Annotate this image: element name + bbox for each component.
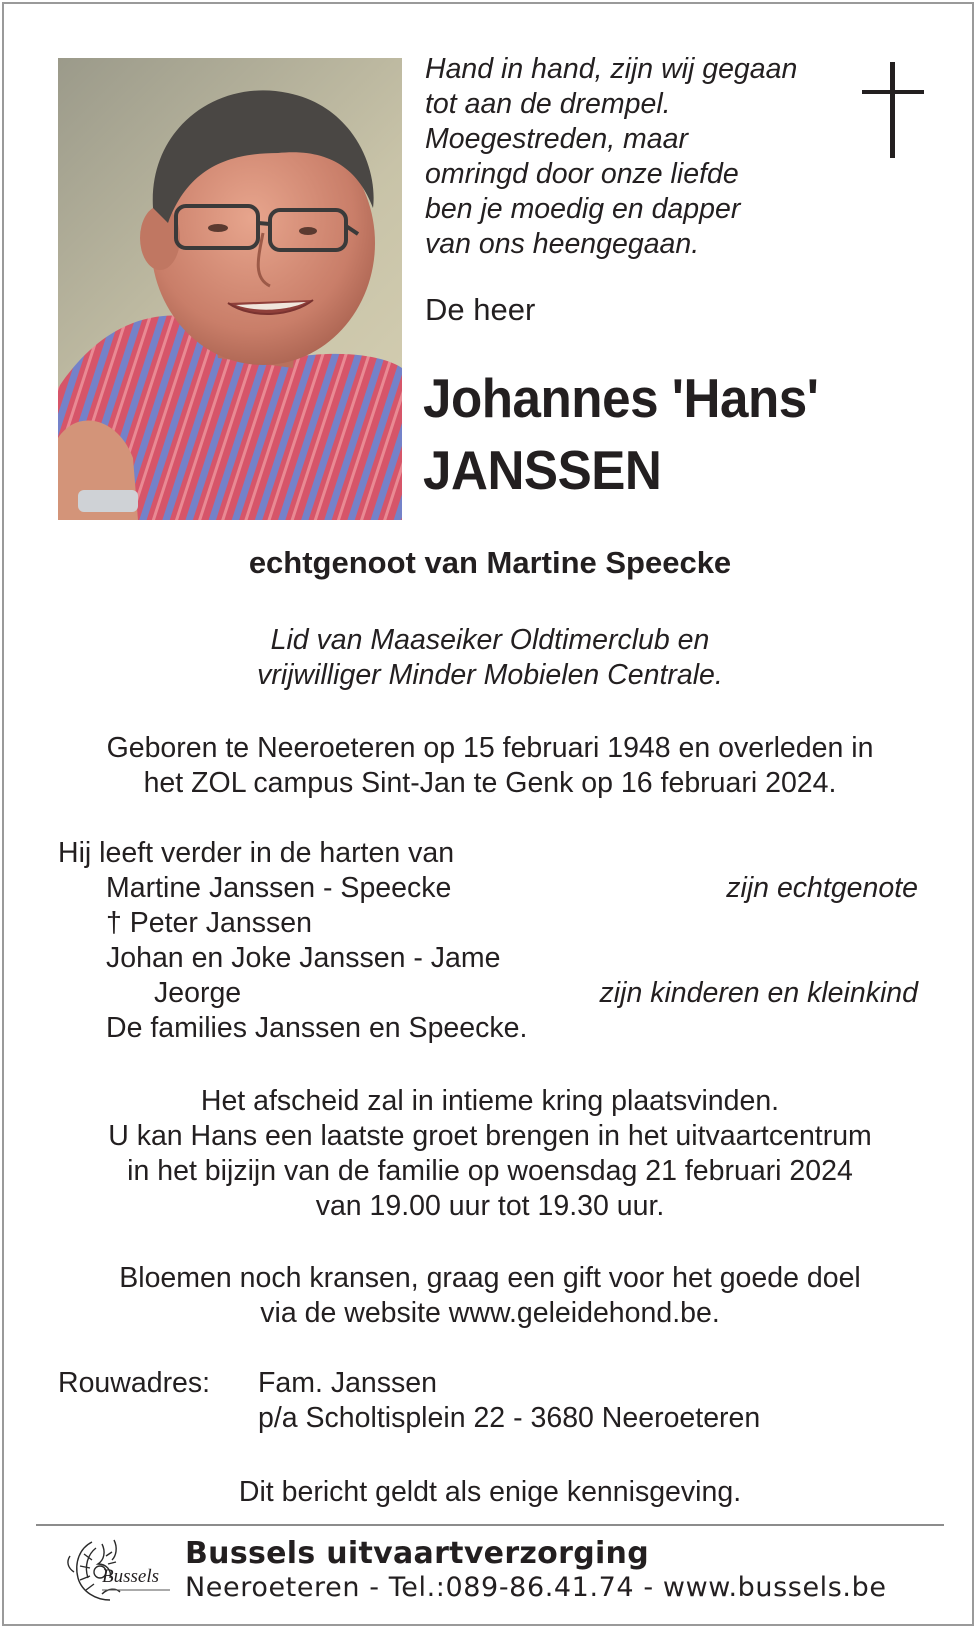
- flowers-line: Bloemen noch kransen, graag een gift voor het goede doel: [119, 1262, 861, 1294]
- address-value: [258, 1366, 760, 1436]
- survivor-row: [58, 976, 918, 1011]
- portrait-photo: [58, 58, 402, 520]
- deceased-first-names: Johannes 'Hans': [423, 367, 819, 429]
- survivor-child: Johan en Joke Janssen - Jame: [106, 942, 501, 974]
- deceased-name: [423, 362, 848, 506]
- logo-text: Bussels: [102, 1566, 159, 1587]
- survivor-grandchild: Jeorge: [154, 977, 242, 1009]
- poem-line: ben je moedig en dapper: [425, 193, 741, 225]
- funeral-home-name: Bussels uitvaartverzorging: [185, 1536, 649, 1571]
- membership-text: [0, 623, 980, 693]
- funeral-home-contact: Neeroeteren - Tel.:089-86.41.74 - www.bussels.be: [185, 1572, 887, 1603]
- poem-line: tot aan de drempel.: [425, 88, 671, 120]
- flowers-text: [0, 1261, 980, 1331]
- poem-line: van ons heengegaan.: [425, 228, 700, 260]
- poem-line: Hand in hand, zijn wij gegaan: [425, 53, 798, 85]
- membership-line: Lid van Maaseiker Oldtimerclub en: [270, 624, 710, 656]
- birth-death-text: [0, 731, 980, 801]
- survivor-role: zijn echtgenote: [726, 872, 918, 904]
- poem-line: omringd door onze liefde: [425, 158, 739, 190]
- farewell-line: van 19.00 uur tot 19.30 uur.: [315, 1190, 665, 1222]
- farewell-text: [0, 1084, 980, 1224]
- farewell-line: in het bijzijn van de familie op woensdag 21 februari 2024: [127, 1155, 853, 1187]
- address-line: Fam. Janssen: [258, 1367, 437, 1399]
- survivors-list: [58, 836, 918, 1046]
- spouse-line: echtgenoot van Martine Speecke: [248, 545, 732, 580]
- survivors-intro: Hij leeft verder in de harten van: [58, 837, 455, 869]
- poem: [425, 52, 855, 262]
- farewell-line: U kan Hans een laatste groet brengen in het uitvaartcentrum: [108, 1120, 872, 1152]
- footer-divider: [36, 1524, 944, 1526]
- poem-line: Moegestreden, maar: [425, 123, 688, 155]
- membership-line: vrijwilliger Minder Mobielen Centrale.: [257, 659, 723, 691]
- survivor-row: [58, 871, 918, 906]
- notice-text: Dit bericht geldt als enige kennisgeving.: [238, 1476, 742, 1508]
- address-label: Rouwadres:: [58, 1367, 211, 1399]
- cross-icon: [862, 62, 924, 162]
- title-prefix: De heer: [425, 292, 536, 327]
- birth-death-line: het ZOL campus Sint-Jan te Genk op 16 februari 2024.: [143, 767, 837, 799]
- funeral-home-logo: [62, 1534, 172, 1608]
- address-line: p/a Scholtisplein 22 - 3680 Neeroeteren: [258, 1402, 761, 1434]
- birth-death-line: Geboren te Neeroeteren op 15 februari 1948 en overleden in: [106, 732, 874, 764]
- survivor-role: zijn kinderen en kleinkind: [599, 977, 918, 1009]
- farewell-line: Het afscheid zal in intieme kring plaatsvinden.: [200, 1085, 780, 1117]
- survivor-families: De families Janssen en Speecke.: [106, 1012, 528, 1044]
- survivor-child: † Peter Janssen: [106, 907, 312, 939]
- deceased-surname: JANSSEN: [423, 439, 662, 501]
- survivor-spouse: Martine Janssen - Speecke: [106, 872, 452, 904]
- flowers-line: via de website www.geleidehond.be.: [260, 1297, 720, 1329]
